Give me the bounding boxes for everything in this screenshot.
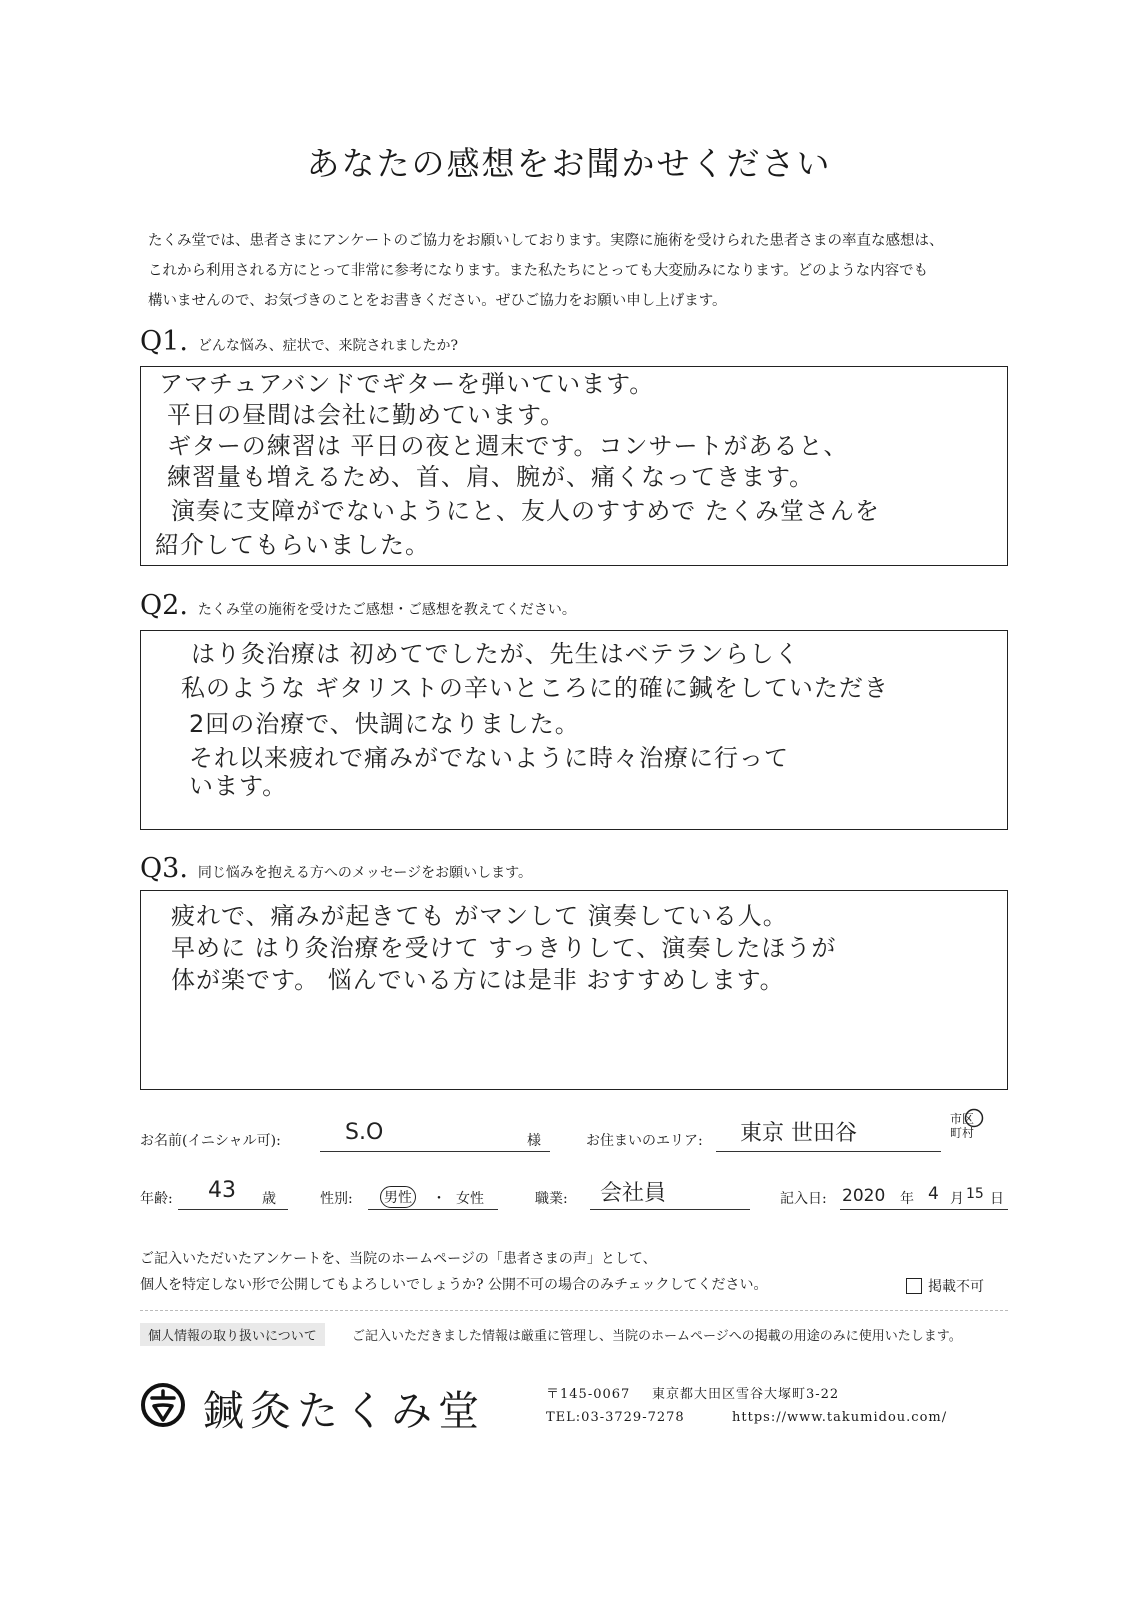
q2-answer-line: 私のような ギタリストの辛いところに的確に鍼をしていただき <box>181 674 889 702</box>
sama-label: 様 <box>527 1133 541 1149</box>
q1-text: どんな悩み、症状で、来院されましたか? <box>197 338 458 354</box>
q3-text: 同じ悩みを抱える方へのメッセージをお願いします。 <box>197 865 532 881</box>
area-circle-mark <box>962 1106 986 1130</box>
q2-answer-box[interactable] <box>140 630 1008 830</box>
q3-answer-line: 体が楽です。 悩んでいる方には是非 おすすめします。 <box>171 966 785 994</box>
clinic-address: 東京都大田区雪谷大塚町3-22 <box>652 1387 840 1402</box>
area-underline <box>716 1150 941 1152</box>
q1-answer-line: アマチュアバンドでギターを弾いています。 <box>159 370 655 398</box>
q2-answer-line: います。 <box>189 772 288 800</box>
q3-answer-box[interactable] <box>140 890 1008 1090</box>
q3-answer-line: 早めに はり灸治療を受けて すっきりして、演奏したほうが <box>171 934 837 962</box>
date-day-unit: 日 <box>990 1191 1004 1207</box>
date-month-unit: 月 <box>950 1191 964 1207</box>
date-year-field[interactable]: 2020 <box>842 1186 886 1206</box>
privacy-text: ご記入いただきました情報は厳重に管理し、当院のホームページへの掲載の用途のみに使用いたします。 <box>352 1329 962 1344</box>
gender-label: 性別: <box>320 1191 353 1207</box>
q1-answer-line: ギターの練習は 平日の夜と週末です。コンサートがあると、 <box>167 432 849 460</box>
clinic-logo-icon <box>140 1382 186 1428</box>
date-day-field[interactable]: 15 <box>966 1186 984 1202</box>
q2-answer-line: 2回の治療で、快調になりました。 <box>189 710 580 738</box>
job-field[interactable]: 会社員 <box>600 1181 667 1206</box>
q1-header <box>140 326 1040 357</box>
gender-underline <box>368 1208 498 1210</box>
q1-answer-line: 平日の昼間は会社に勤めています。 <box>167 401 566 429</box>
publish-refusal-label: 掲載不可 <box>928 1279 984 1295</box>
area-field[interactable]: 東京 世田谷 <box>740 1121 857 1146</box>
q1-answer-box[interactable] <box>140 366 1008 566</box>
q2-answer-line: それ以来疲れで痛みがでないように時々治療に行って <box>189 744 789 772</box>
age-unit: 歳 <box>262 1191 276 1207</box>
q3-answer-line: 疲れで、痛みが起きても がマンして 演奏している人。 <box>171 902 788 930</box>
q1-answer-line: 紹介してもらいました。 <box>155 531 430 559</box>
page-title: あなたの感想をお聞かせください <box>306 144 832 183</box>
q2-answer-line: はり灸治療は 初めてでしたが、先生はベテランらしく <box>191 640 800 668</box>
date-month-field[interactable]: 4 <box>928 1184 939 1204</box>
divider <box>140 1310 1008 1311</box>
name-label: お名前(イニシャル可): <box>140 1133 281 1149</box>
privacy-label: 個人情報の取り扱いについて <box>140 1323 325 1346</box>
q3-number: Q3. <box>140 853 188 884</box>
publish-refusal-checkbox[interactable] <box>906 1278 922 1294</box>
clinic-name: 鍼灸たくみ堂 <box>203 1387 485 1435</box>
age-label: 年齢: <box>140 1191 173 1207</box>
clinic-url[interactable]: https://www.takumidou.com/ <box>732 1410 948 1425</box>
clinic-postal: 〒145-0067 <box>546 1387 631 1402</box>
q2-header <box>140 590 1040 621</box>
age-underline <box>178 1208 288 1210</box>
q2-text: たくみ堂の施術を受けたご感想・ご感想を教えてください。 <box>197 602 576 618</box>
consent-text: ご記入いただいたアンケートを、当院のホームページの「患者さまの声」として、 個人を特定しない形で公開してもよろしいでしょうか? 公開不可の場合のみチェックしてください。 <box>140 1251 768 1293</box>
name-underline <box>320 1150 550 1152</box>
date-underline <box>840 1208 1008 1210</box>
q3-header <box>140 853 1040 884</box>
area-unit-town: 町村 <box>950 1126 975 1140</box>
gender-separator: ・ <box>432 1191 446 1207</box>
gender-male-option[interactable]: 男性 <box>380 1186 416 1208</box>
q1-answer-line: 演奏に支障がでないようにと、友人のすすめで たくみ堂さんを <box>171 497 880 525</box>
age-field[interactable]: 43 <box>208 1178 236 1203</box>
gender-female-option[interactable]: 女性 <box>456 1191 484 1207</box>
q2-number: Q2. <box>140 590 188 621</box>
intro-text: たくみ堂では、患者さまにアンケートのご協力をお願いしております。実際に施術を受けられた患者さまの率直な感想は、 これから利用される方にとって非常に参考になります。また私たちにとっても大変励みになります。どのような内容でも 構いませんので、お気づきのことをお書きください。ぜひご協力をお願い申し上げます。 <box>148 233 944 309</box>
job-label: 職業: <box>535 1191 568 1207</box>
q1-number: Q1. <box>140 326 188 357</box>
clinic-tel: TEL:03-3729-7278 <box>546 1410 685 1425</box>
area-unit-city: 市区 <box>950 1112 975 1126</box>
area-label: お住まいのエリア: <box>586 1133 703 1149</box>
job-underline <box>590 1208 750 1210</box>
date-year-unit: 年 <box>900 1191 914 1207</box>
q1-answer-line: 練習量も増えるため、首、肩、腕が、痛くなってきます。 <box>167 463 815 491</box>
name-field[interactable]: S.O <box>345 1120 384 1145</box>
date-label: 記入日: <box>780 1191 827 1207</box>
